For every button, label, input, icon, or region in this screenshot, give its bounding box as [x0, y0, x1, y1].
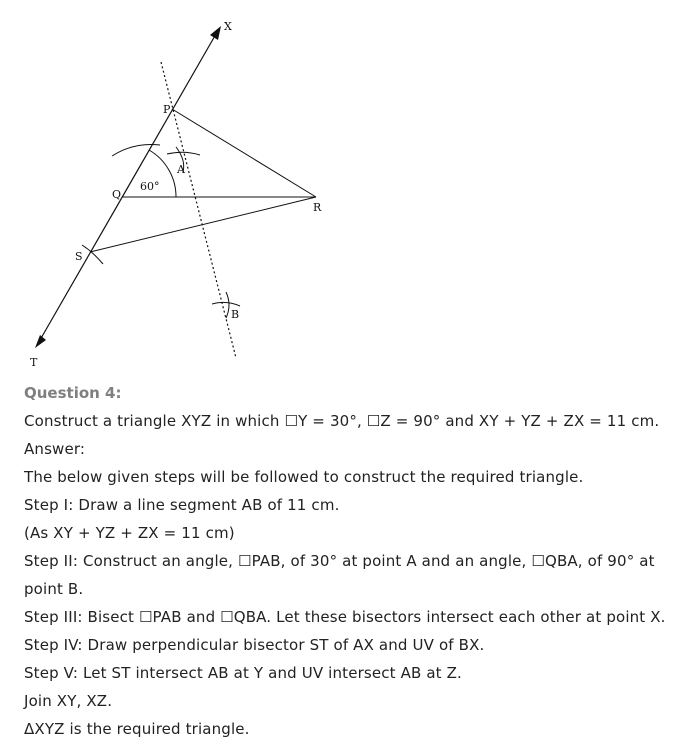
label-t: T — [30, 356, 38, 369]
answer-line: ΔXYZ is the required triangle. — [24, 720, 250, 738]
label-r: R — [313, 201, 322, 214]
answer-line: Step V: Let ST intersect AB at Y and UV intersect AB at Z. — [24, 664, 462, 682]
question-prompt: Construct a triangle XYZ in which ☐Y = 30°, ☐Z = 90° and XY + YZ + ZX = 11 cm. — [24, 412, 660, 430]
label-x: X — [224, 20, 232, 33]
arrowhead-t — [35, 335, 46, 348]
answer-line: (As XY + YZ + ZX = 11 cm) — [24, 524, 235, 542]
line-tx — [40, 34, 216, 340]
arrowhead-x — [210, 26, 221, 40]
label-b: B — [231, 308, 240, 321]
construction-arc-2 — [167, 152, 200, 155]
construction-arc-5 — [226, 292, 229, 318]
question-title: Question 4: — [24, 384, 122, 402]
construction-arc-1 — [112, 144, 160, 156]
answer-line: The below given steps will be followed to construct the required triangle. — [24, 468, 584, 486]
label-s: S — [75, 250, 83, 263]
construction-arc-4 — [212, 302, 240, 306]
answer-line: Step I: Draw a line segment AB of 11 cm. — [24, 496, 340, 514]
answer-line: Step III: Bisect ☐PAB and ☐QBA. Let these bisectors intersect each other at point X. — [24, 608, 666, 626]
answer-label: Answer: — [24, 440, 86, 458]
label-p: P — [163, 103, 171, 116]
answer-line: Step II: Construct an angle, ☐PAB, of 30° at point A and an angle, ☐QBA, of 90° at — [24, 552, 655, 570]
segment-sr — [90, 197, 316, 252]
answer-line: Step IV: Draw perpendicular bisector ST of AX and UV of BX. — [24, 636, 485, 654]
label-a: A — [177, 163, 185, 176]
label-q: Q — [112, 188, 122, 201]
answer-line: Join XY, XZ. — [24, 692, 113, 710]
perpendicular-bisector — [161, 62, 236, 358]
answer-line: point B. — [24, 580, 84, 598]
label-angle-60: 60° — [140, 180, 160, 193]
question-section — [24, 379, 694, 743]
